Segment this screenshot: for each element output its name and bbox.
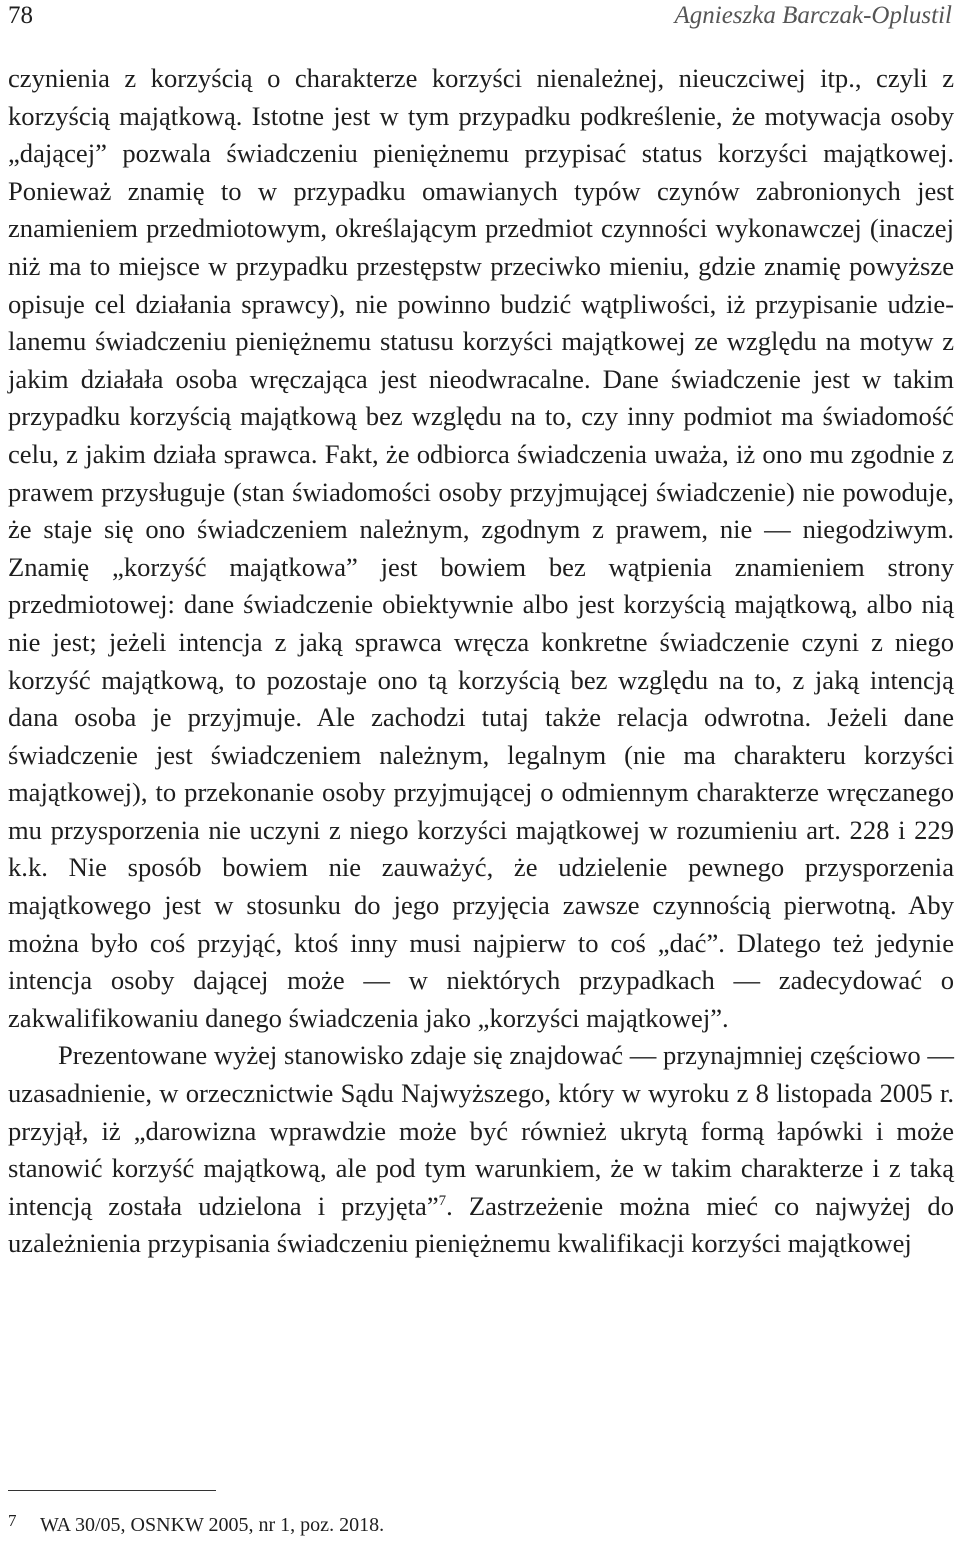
footnote-reference[interactable]: 7 [438,1192,447,1209]
footnote [8,1512,948,1538]
paragraph-2-text: Prezentowane wyżej stanowisko zdaje się znajdować — przynajmniej częściowo — uzasadnienie, w orzecznictwie Sądu Najwyższego, który w wyroku z 8 listopada 2005 r. przyjął, iż „darowizna wprawdzie może być również ukrytą formą łapówki i może stanowić korzyść majątkową, ale pod tym warunkiem, że w takim charakterze i z taką intencją została udzielona i przyjęta” [8,1040,954,1221]
running-head-author: Agnieszka Barczak-Oplustil [674,2,952,29]
paragraph-2-continuation: . Zastrzeżenie można mieć co najwyżej do uzależnienia przypisania świadczeniu pieniężnemu kwalifikacji korzyści majątkowej [8,1190,954,1259]
body-text [8,60,954,1263]
footnote-separator [8,1490,216,1491]
paragraph-2 [8,1037,954,1263]
running-head [8,0,952,36]
footnote-number: 7 [8,1511,17,1530]
page-number: 78 [8,2,33,29]
footnote-text: WA 30/05, OSNKW 2005, nr 1, poz. 2018. [40,1514,385,1536]
paragraph-1: czynienia z korzyścią o charakterze korzyści nienależnej, nieuczciwej itp., czyli z korzyścią majątkową. Istotne jest w tym przypadku podkreślenie, że motywacja osoby „dającej” pozwala świadczeniu pieniężnemu przypisać status korzyści majątkowej. Ponieważ znamię to w przypadku omawianych typów czynów zabronionych jest znamieniem przedmiotowym, określającym przedmiot czynności wykonawczej (inaczej niż ma to miejsce w przypadku przestępstw przeciwko mieniu, gdzie znamię powyższe opisuje cel działania sprawcy), nie powinno budzić wątpliwości, iż przypisanie udzielanemu świadczeniu pieniężnemu statusu korzyści majątkowej ze względu na motyw z jakim działała osoba wręczająca jest nieodwracalne. Dane świadczenie jest w takim przypadku korzyścią majątkową bez względu na to, czy inny podmiot ma świadomość celu, z jakim działa sprawca. Fakt, że odbiorca świadczenia uważa, iż ono mu zgodnie z prawem przysługuje (stan świadomości osoby przyjmującej świadczenie) nie powoduje, że staje się ono świadczeniem należnym, zgodnym z prawem, nie — niegodziwym. Znamię „korzyść majątkowa” jest bowiem bez wątpienia znamieniem strony przedmiotowej: dane świadczenie obiektywnie albo jest korzyścią majątkową, albo nią nie jest; jeżeli intencja z jaką sprawca wręcza konkretne świadczenie czyni z niego korzyść majątkową, to pozostaje ono tą korzyścią bez względu na to, z jaką intencją dana osoba je przyjmuje. Ale zachodzi tutaj także relacja odwrotna. Jeżeli dane świadczenie jest świadczeniem należnym, legalnym (nie ma charakteru korzyści majątkowej), to przekonanie osoby przyjmującej o odmiennym charakterze wręczanego mu przysporzenia nie uczyni z niego korzyści majątkowej w rozumieniu art. 228 i 229 k.k. Nie sposób bowiem nie zauważyć, że udzielenie pewnego przysporzenia majątkowego jest w stosunku do jego przyjęcia zawsze czynnością pierwotną. Aby można było coś przyjąć, ktoś inny musi najpierw to coś „dać”. Dlatego też jedynie intencja osoby dającej może — w niektórych przypadkach — zadecydować o zakwalifikowaniu danego świadczenia jako „korzyści majątkowej”. [8,63,954,1033]
